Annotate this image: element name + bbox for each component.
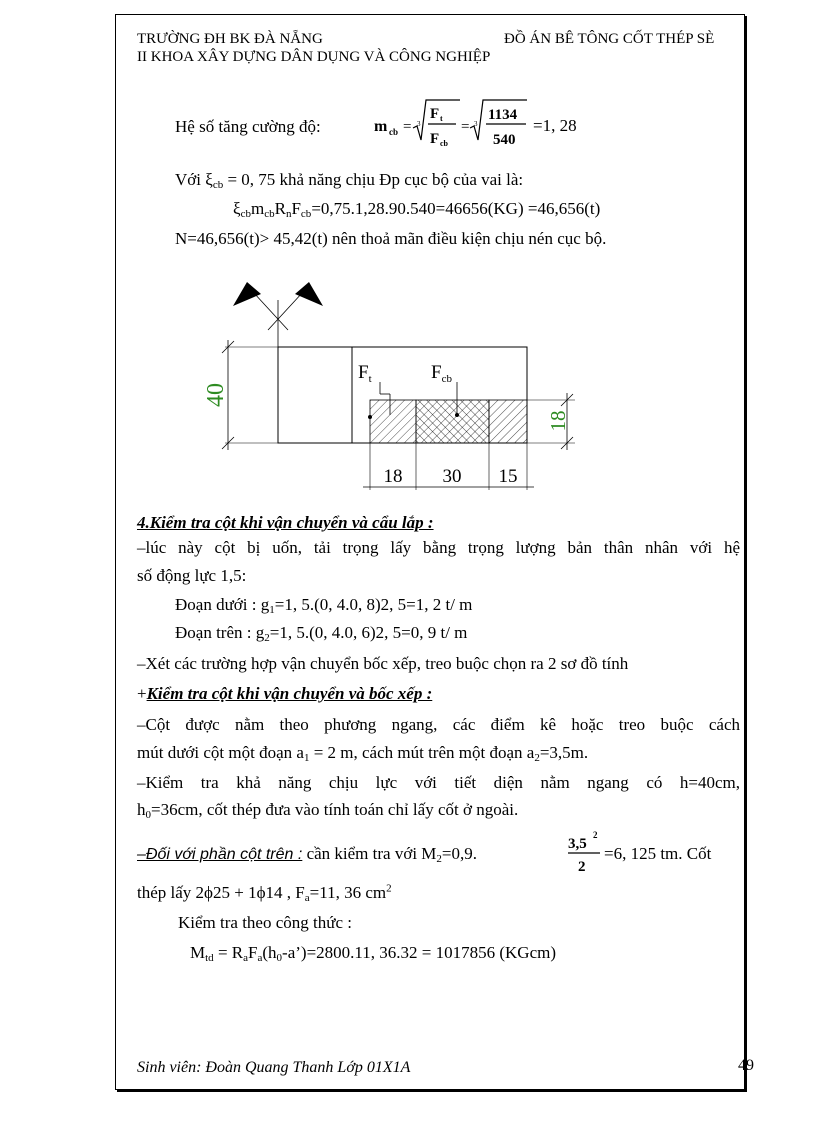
area-right bbox=[489, 400, 527, 443]
formula-m-sub: cb bbox=[389, 127, 398, 137]
svg-text:2: 2 bbox=[593, 830, 598, 840]
formula-num: 1134 bbox=[488, 107, 518, 123]
section4-p4: –Kiểm tra khả năng chịu lực với tiết diện nằm ngang có h=40cm, bbox=[137, 773, 740, 792]
formula-fcb: F bbox=[430, 131, 440, 147]
section4-p8: $M_{td}$ = $R_aF_a(h_0-a’)=2800.11$, 36.32 = 1017856 (KGcm) bbox=[190, 943, 557, 964]
svg-text:=: = bbox=[403, 119, 412, 135]
section4-p7: Kiểm tra theo công thức : bbox=[178, 913, 352, 932]
header-faculty: II KHOA XÂY DỰNG DÂN DỤNG VÀ CÔNG NGHIỆP bbox=[137, 49, 491, 65]
section4-p5: –Đối với phần cột trên : cần kiểm tra với $M_2=0,9$. bbox=[137, 844, 477, 865]
section4-p3b: mút dưới cột một đoạn $a_1 = 2$ m, cách mút trên một đoạn $a_2=3,5m$. bbox=[137, 743, 589, 764]
check-line: N=46,656(t)> 45,42(t) nên thoả mãn điều kiện chịu nén cục bộ. bbox=[175, 229, 607, 248]
formula-ft-sub: t bbox=[440, 114, 443, 123]
svg-text:2: 2 bbox=[578, 859, 586, 874]
load-upper: Đoạn trên : $g_2=1$, 5.(0, 4.0, 6)2, 5=0, 9 t/ m bbox=[175, 623, 468, 644]
formula-den: 540 bbox=[493, 132, 516, 148]
section4-p6: thép lấy 2ϕ25 + 1ϕ14 , $F_a=11$, 36 $cm^2$ bbox=[137, 882, 392, 904]
load-arrow-left bbox=[233, 282, 261, 306]
sub-heading: +Kiểm tra cột khi vận chuyển và bốc xếp : bbox=[137, 684, 433, 703]
svg-text:=: = bbox=[461, 119, 470, 135]
corbel-diagram bbox=[195, 270, 595, 500]
coef-label: Hệ số tăng cường độ: bbox=[175, 117, 321, 136]
formula-ft: F bbox=[430, 106, 440, 122]
svg-text:3,5: 3,5 bbox=[568, 836, 587, 852]
cube-root-formula bbox=[370, 98, 600, 154]
section4-p4b: $h_0=36cm$, cốt thép đưa vào tính toán chỉ lấy cốt ở ngoài. bbox=[137, 800, 519, 821]
load-lower: Đoạn dưới : $g_1=1$, 5.(0, 4.0, 8)2, 5=1, 2 t/ m bbox=[175, 595, 473, 616]
dim-height-18: 18 bbox=[546, 410, 570, 432]
section4-p2: –Xét các trường hợp vận chuyển bốc xếp, treo buộc chọn ra 2 sơ đồ tính bbox=[137, 654, 629, 673]
svg-text:3: 3 bbox=[417, 120, 421, 128]
formula-result: =1, 28 bbox=[533, 116, 577, 135]
label-ft: $F_t$ bbox=[358, 362, 372, 385]
area-fcb bbox=[416, 400, 489, 443]
dim-15: 15 bbox=[498, 466, 518, 487]
page-number: 49 bbox=[738, 1057, 754, 1074]
fraction-3-5-squared bbox=[566, 828, 602, 874]
formula-fcb-sub: cb bbox=[440, 139, 448, 148]
capacity-line: $\xi_{cb}m_{cb}R_nF_{cb}=0,75.1,28.90.540=46656(KG) =46,656(t)$ bbox=[233, 199, 601, 220]
dim-18: 18 bbox=[383, 466, 403, 487]
dim-30: 30 bbox=[442, 466, 462, 487]
footer-student: Sinh viên: Đoàn Quang Thanh Lớp 01X1A bbox=[137, 1059, 411, 1076]
xi-line: Với $\xi_{cb} = 0$, 75 khả năng chịu Đp cục bộ của vai là: bbox=[175, 170, 524, 191]
section4-p1: –lúc này cột bị uốn, tải trọng lấy bằng trọng lượng bản thân nhân với hệ bbox=[137, 538, 740, 557]
area-ft bbox=[370, 400, 416, 443]
section4-p5-post: =6, 125 tm. Cốt bbox=[604, 844, 712, 863]
header-school: TRƯỜNG ĐH BK ĐÀ NẴNG bbox=[137, 31, 323, 47]
label-fcb: $F_{cb}$ bbox=[431, 362, 452, 385]
section4-p3: –Cột được nằm theo phương ngang, các điểm kê hoặc treo buộc cách bbox=[137, 715, 740, 734]
load-arrow-right bbox=[295, 282, 323, 306]
formula-m: m bbox=[374, 118, 388, 135]
section4-p1b: số động lực 1,5: bbox=[137, 566, 247, 585]
section4-heading: 4.Kiểm tra cột khi vận chuyển và cẩu lắp : bbox=[137, 513, 434, 532]
header-project: ĐỒ ÁN BÊ TÔNG CỐT THÉP SÈ bbox=[504, 31, 715, 47]
dim-height-40: 40 bbox=[203, 383, 229, 407]
svg-text:3: 3 bbox=[474, 120, 478, 128]
